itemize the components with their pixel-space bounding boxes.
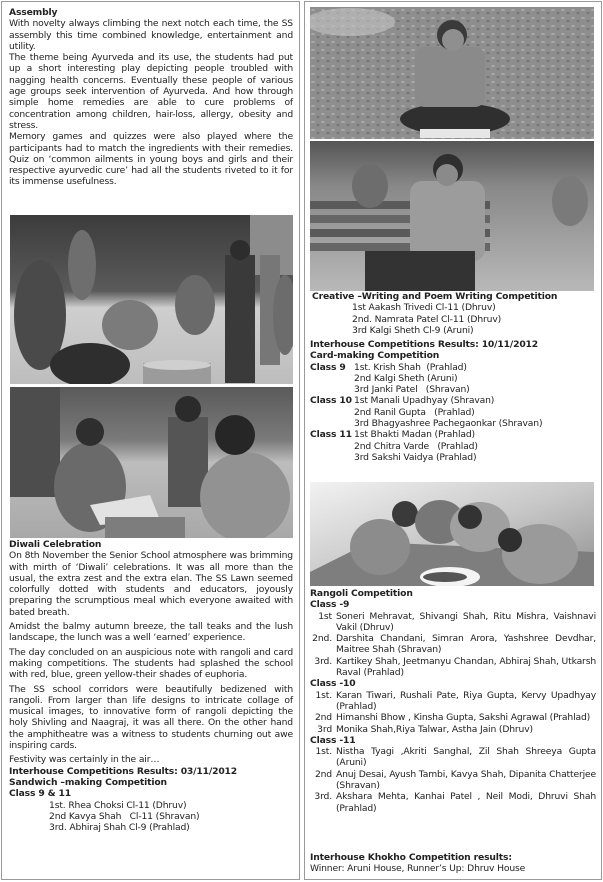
diwali-section [9,539,293,833]
rank: 1st. [315,689,332,701]
right-column [304,1,602,880]
rangoli-entry [310,611,596,634]
diwali-paragraph: On 8th November the Senior School atmosphere was brimming with mirth of ‘Diwali’ celebrations. It was all more than the usual, the extra zest and the extra elan. The SS Lawn seemed colorfully dotted with students and educators, joyously preparing the scrumptious meal which everyone awaited with bated breath. [9,550,293,618]
sandwich-entry: 3rd. Abhiraj Shah Cl-9 (Prahlad) [49,822,190,834]
students-making-rangoli-photo [310,482,594,586]
rangoli-section [310,588,596,814]
names: Monika Shah,Riya Talwar, Astha Jain (Dhruv) [336,723,533,735]
names: Darshita Chandani, Simran Arora, Yashshree Devdhar, Maitree Shah (Shravan) [336,633,596,656]
rangoli-heading: Rangoli Competition [310,588,413,599]
card-entry: 3rd Bhagyashree Pachegaonkar (Shravan) [354,418,543,430]
rank: 1st. [315,746,332,758]
card-class-row [310,429,596,463]
assembly-paragraph: Memory games and quizzes were also played where the participants had to match the ingredients with their remedies. Quiz on ‘common ailments in young boys and girls and their respective ayurvedic cure’ had all the students riveted to it for its immense usefulness. [9,131,293,188]
names: Anuj Desai, Ayush Tambi, Kavya Shah, Dipanita Chatterjee (Shravan) [336,768,596,792]
khokho-section [310,852,596,875]
diwali-paragraph: Festivity was certainly in the air… [9,754,160,766]
diwali-paragraph: The day concluded on an auspicious note with rangoli and card making competitions. The students had splashed the school with red, blue, green yellow-their shades of euphoria. [9,646,293,681]
rangoli-entry [310,633,596,656]
rangoli-class-label: Class -11 [310,734,356,746]
names: Kartikey Shah, Jeetmanyu Chandan, Abhiraj Shah, Utkarsh Raval (Prahlad) [336,655,596,679]
card-class-row [310,395,596,429]
card-entry: 1st Manali Upadhyay (Shravan) [354,395,495,407]
card-class-label: Class 11 [310,429,352,441]
rangoli-class-label: Class -9 [310,599,350,611]
student-writing-on-grass-photo [310,7,594,139]
rangoli-entry [310,724,596,735]
results-heading-0311: Interhouse Competitions Results: 03/11/2012 [9,765,238,777]
card-class-row [310,362,596,396]
sandwich-competition-title: Sandwich –making Competition [9,776,167,788]
rangoli-entry [310,712,596,723]
left-column [1,1,300,880]
card-entry: 1st. Krish Shah (Prahlad) [354,361,467,373]
rank: 2nd [314,712,332,724]
students-preparing-food-photo [10,387,293,538]
rangoli-entry [310,656,596,679]
assembly-heading: Assembly [9,7,58,18]
rank: 2nd [314,768,332,780]
card-entry: 1st Bhakti Madan (Prahlad) [354,429,475,441]
khokho-result: Winner: Aruni House, Runner’s Up: Dhruv House [310,863,526,875]
card-entry: 2nd Kalgi Sheth (Aruni) [354,372,458,384]
sandwich-entry: 1st. Rhea Choksi Cl-11 (Dhruv) [49,799,187,811]
names: Himanshi Bhow , Kinsha Gupta, Sakshi Agrawal (Prahlad) [336,712,591,724]
rank: 3rd. [314,655,332,667]
khokho-heading: Interhouse Khokho Competition results: [310,852,512,863]
card-entry: 2nd Ranil Gupta (Prahlad) [354,406,475,418]
rangoli-entry [310,690,596,713]
rangoli-class-label: Class -10 [310,678,356,690]
diwali-heading: Diwali Celebration [9,539,102,550]
card-entry: 2nd Chitra Varde (Prahlad) [354,440,478,452]
student-writing-on-bench-photo [310,141,594,291]
card-entry: 3rd Sakshi Vaidya (Prahlad) [354,451,477,463]
sandwich-entry: 2nd Kavya Shah Cl-11 (Shravan) [49,810,200,822]
card-class-label: Class 10 [310,395,352,407]
card-class-label: Class 9 [310,361,346,373]
creative-entry: 1st Aakash Trivedi Cl-11 (Dhruv) [352,302,496,314]
assembly-paragraph: With novelty always climbing the next notch each time, the SS assembly this time combined knowledge, entertainment and utility. [9,18,293,52]
creative-entry: 2nd. Namrata Patel Cl-11 (Dhruv) [352,313,502,325]
creative-entry: 3rd Kalgi Sheth Cl-9 (Aruni) [352,324,474,336]
rank: 3rd [317,723,332,735]
card-making-section [310,339,596,463]
rank: 1st [318,610,332,622]
card-entry: 3rd Janki Patel (Shravan) [354,384,470,396]
diwali-paragraph: The SS school corridors were beautifully bedizened with rangoli. From larger than life designs to intricate collage of musical images, to innovative form of rangoli depicting the holy Shivling and Naagraj, it was all there. On the other hand the amphitheatre was a witness to students churning out awe inspiring cards. [9,683,293,752]
rangoli-entry [310,746,596,769]
names: Akshara Mehta, Kanhai Patel , Neil Modi, Dhruvi Shah (Prahlad) [336,791,596,814]
rangoli-entry [310,791,596,814]
diwali-paragraph: Amidst the balmy autumn breeze, the tall teaks and the lush landscape, the lunch was a well ‘earned’ experience. [9,621,293,644]
names: Nistha Tyagi ,Akriti Sanghal, Zil Shah Shreeya Gupta (Aruni) [336,746,596,769]
sandwich-class-label: Class 9 & 11 [9,788,72,800]
assembly-paragraph: The theme being Ayurveda and its use, the students had put up a short interesting play depicting people troubled with nagging health concerns. Eventually these people of various age groups seek intervention of Ayurveda. And how through simple home remedies are able to cure problems of concentration among children, hair-loss, allergy, obesity and stress. [9,52,293,131]
results-heading-1011: Interhouse Competitions Results: 10/11/2012 [310,339,539,350]
rank: 3rd. [314,791,332,803]
card-making-title: Card-making Competition [310,350,440,362]
assembly-section [9,7,293,188]
rangoli-entry [310,769,596,792]
names: Karan Tiwari, Rushali Pate, Riya Gupta, Kervy Upadhyay (Prahlad) [336,689,596,712]
students-cooking-lawn-photo [10,215,293,384]
creative-writing-heading: Creative –Writing and Poem Writing Competition [312,291,558,302]
creative-writing-section [312,291,596,336]
rank: 2nd. [312,633,332,645]
names: Soneri Mehravat, Shivangi Shah, Ritu Mishra, Vaishnavi Vakil (Dhruv) [336,610,596,633]
